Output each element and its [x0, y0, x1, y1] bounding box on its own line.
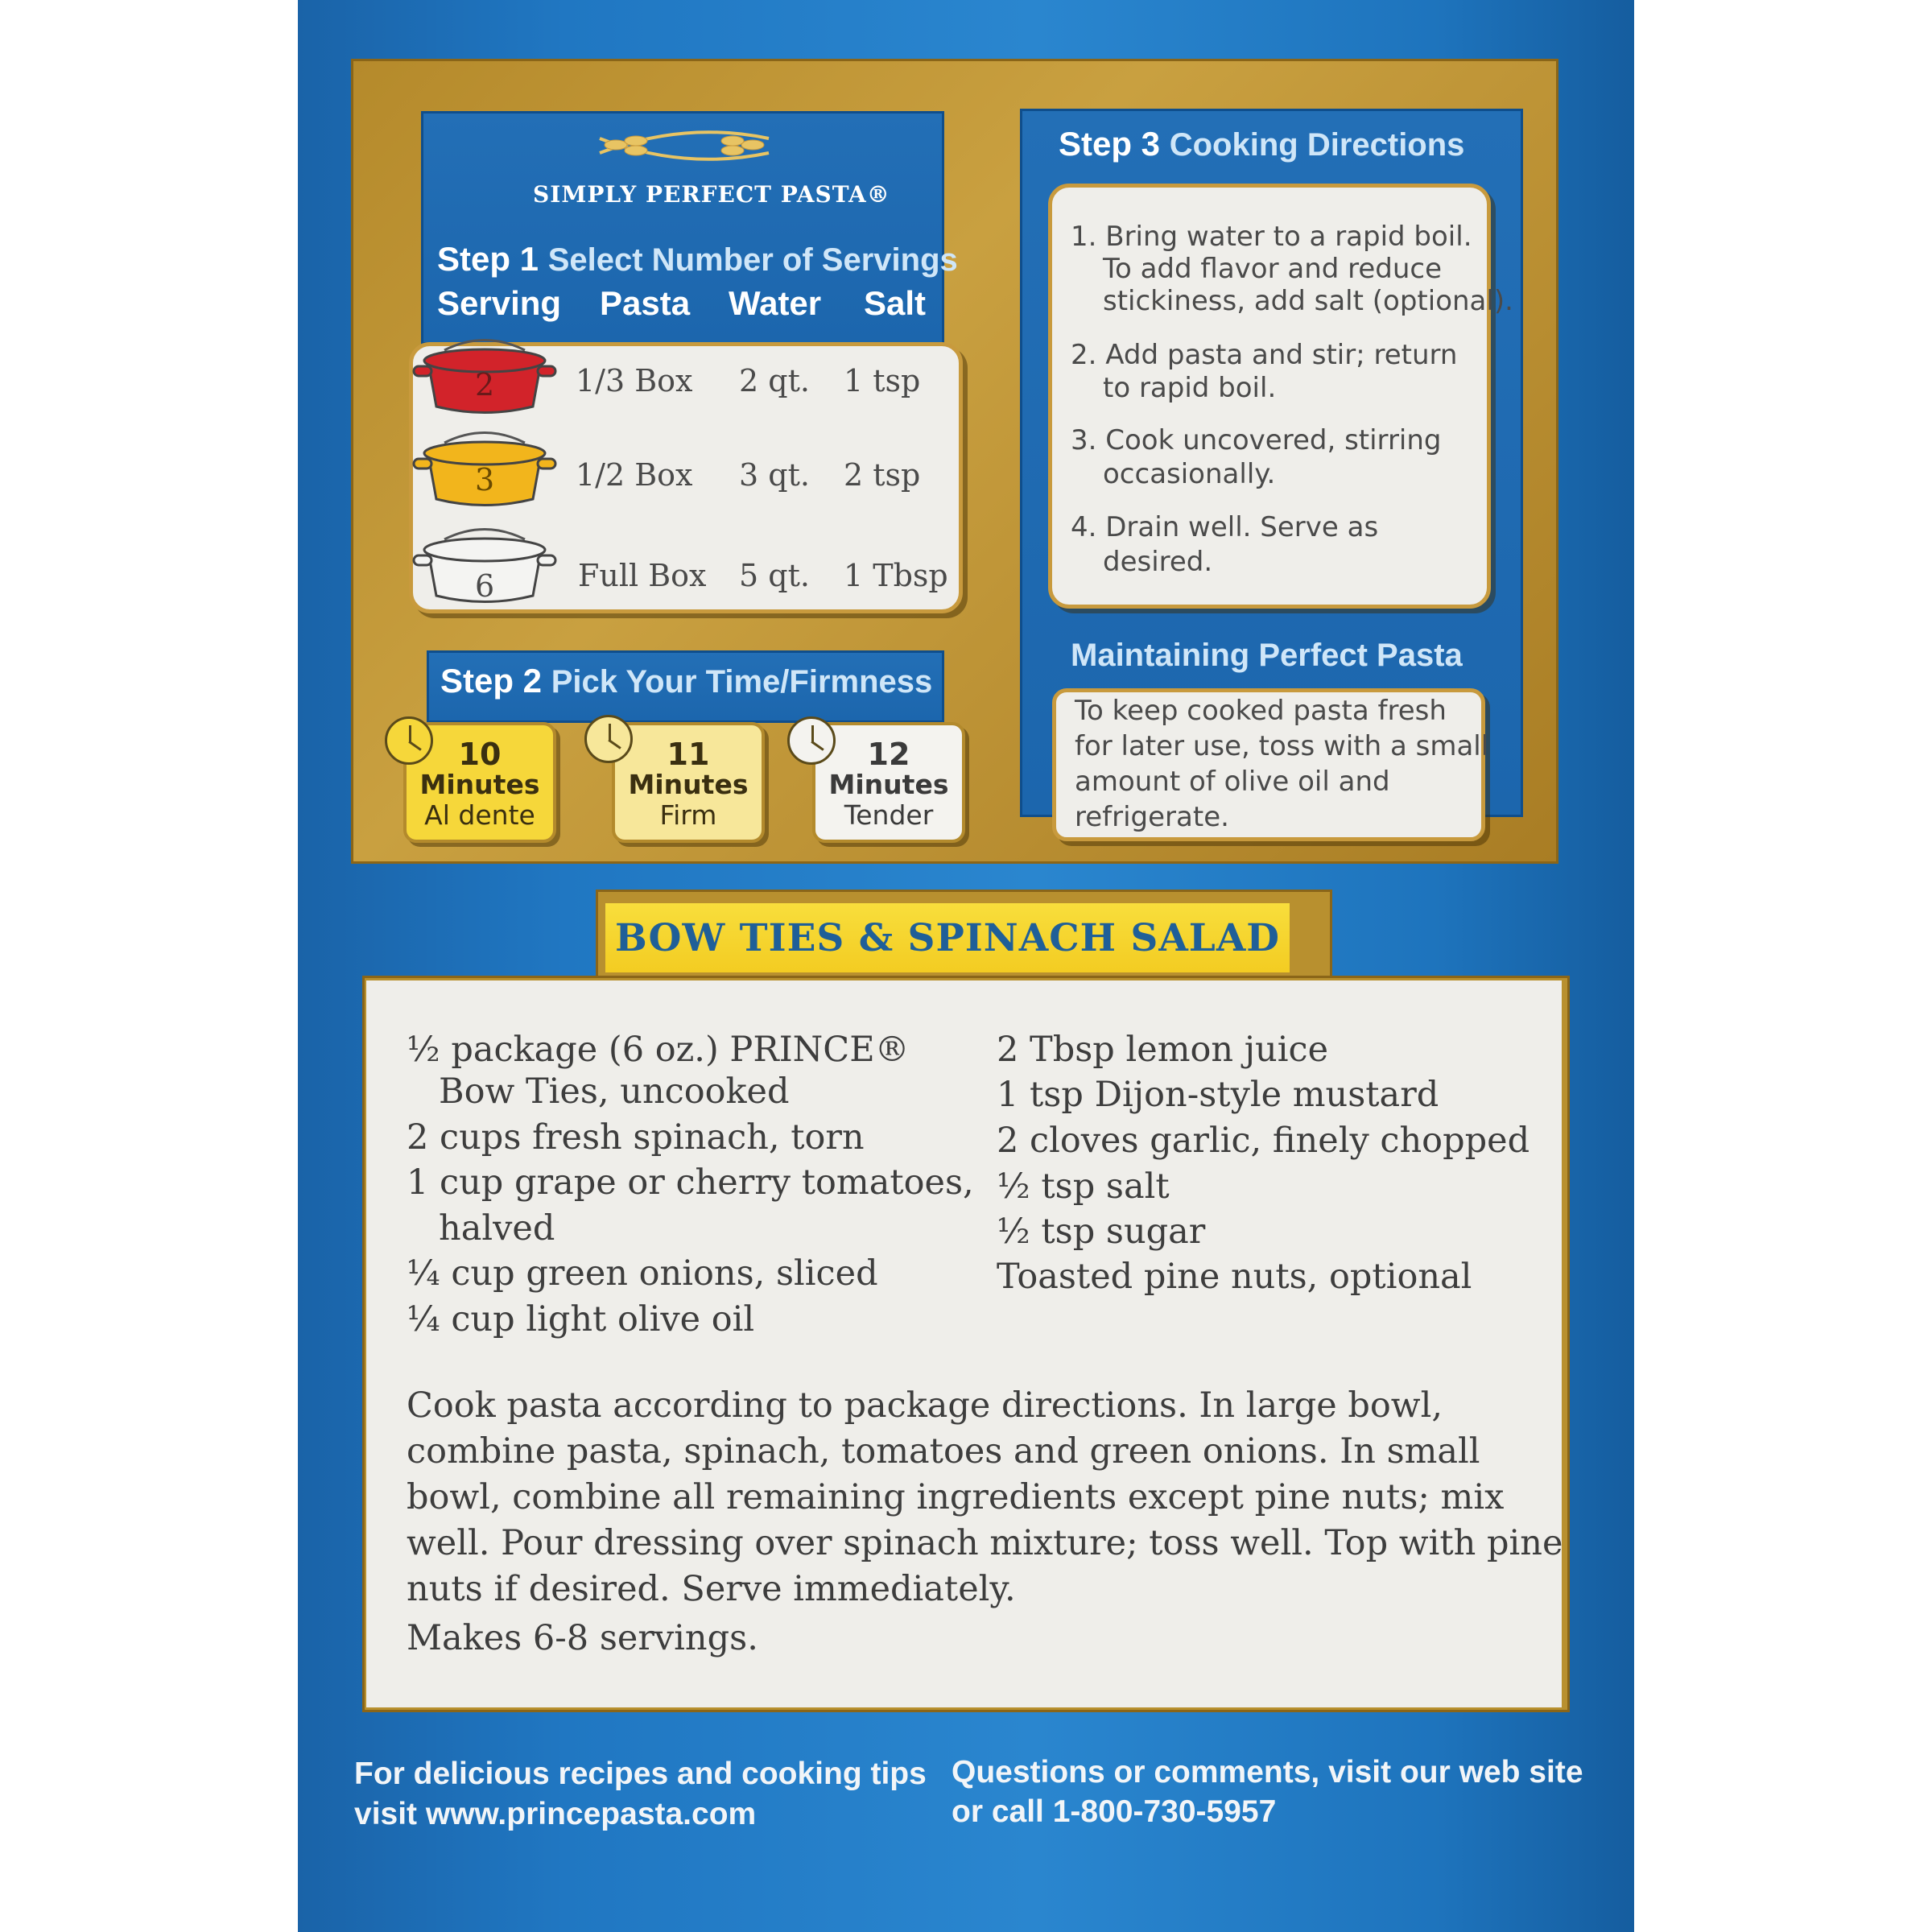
- col-water: Water: [729, 284, 822, 322]
- time-minutes-number: 12: [867, 737, 910, 772]
- maintaining-line: for later use, toss with a small: [1075, 730, 1489, 762]
- maintaining-title: Maintaining Perfect Pasta: [1071, 638, 1463, 673]
- direction-line: To add flavor and reduce: [1103, 253, 1443, 285]
- col-salt: Salt: [864, 284, 927, 322]
- ingredient: Toasted pine nuts, optional: [997, 1257, 1472, 1297]
- water-amount: 5 qt.: [739, 558, 810, 593]
- instruction-line: combine pasta, spinach, tomatoes and green onions. In small: [407, 1431, 1480, 1472]
- ingredient: 1 tsp Dijon-style mustard: [997, 1075, 1439, 1115]
- direction-line: 3. Cook uncovered, stirring: [1071, 424, 1442, 456]
- instruction-line: Cook pasta according to package directions. In large bowl,: [407, 1385, 1443, 1426]
- firmness-label: Firm: [659, 799, 717, 831]
- instruction-line: well. Pour dressing over spinach mixture; toss well. Top with pine: [407, 1523, 1563, 1563]
- step3-heading: [1059, 125, 1464, 163]
- step1-label: Step 1: [437, 240, 539, 278]
- serving-count: 2: [475, 367, 495, 402]
- step2-label: Step 2: [440, 662, 543, 700]
- direction-line: stickiness, add salt (optional).: [1103, 285, 1513, 317]
- direction-line: 4. Drain well. Serve as: [1071, 511, 1379, 543]
- direction-line: desired.: [1103, 546, 1213, 578]
- recipe-yield: Makes 6-8 servings.: [407, 1618, 758, 1658]
- direction-line: to rapid boil.: [1103, 372, 1277, 404]
- maintaining-line: refrigerate.: [1075, 801, 1229, 833]
- water-amount: 3 qt.: [739, 457, 810, 493]
- instruction-line: nuts if desired. Serve immediately.: [407, 1569, 1016, 1609]
- ingredient: ½ package (6 oz.) PRINCE®: [407, 1030, 910, 1070]
- time-option-firm[interactable]: [612, 722, 765, 843]
- footer-questions-line: Questions or comments, visit our web site: [952, 1755, 1583, 1790]
- ingredient: Bow Ties, uncooked: [439, 1071, 790, 1112]
- ingredient: ½ tsp salt: [997, 1166, 1170, 1207]
- brand-tagline: SIMPLY PERFECT PASTA®: [533, 181, 890, 208]
- footer-recipes-line: For delicious recipes and cooking tips: [354, 1757, 927, 1791]
- time-minutes-number: 10: [458, 737, 502, 772]
- time-minutes-unit: Minutes: [419, 769, 540, 800]
- step3-title: Cooking Directions: [1169, 127, 1465, 163]
- clock-icon: [584, 715, 633, 763]
- ingredient: 2 Tbsp lemon juice: [997, 1030, 1329, 1070]
- ingredient: ¼ cup green onions, sliced: [407, 1253, 878, 1294]
- ingredient: 2 cups fresh spinach, torn: [407, 1117, 865, 1158]
- pasta-amount: Full Box: [578, 558, 707, 593]
- water-amount: 2 qt.: [739, 363, 810, 398]
- step3-label: Step 3: [1059, 125, 1161, 163]
- salt-amount: 1 tsp: [844, 363, 921, 398]
- time-minutes-unit: Minutes: [628, 769, 749, 800]
- firmness-label: Al dente: [424, 799, 535, 831]
- col-serving: Serving: [437, 284, 562, 322]
- salt-amount: 2 tsp: [844, 457, 921, 493]
- direction-line: 2. Add pasta and stir; return: [1071, 339, 1458, 371]
- salt-amount: 1 Tbsp: [844, 558, 948, 593]
- maintaining-line: amount of olive oil and: [1075, 766, 1390, 798]
- direction-line: 1. Bring water to a rapid boil.: [1071, 221, 1472, 253]
- ingredient: ½ tsp sugar: [997, 1212, 1206, 1252]
- serving-count: 6: [475, 568, 495, 604]
- maintaining-line: To keep cooked pasta fresh: [1075, 695, 1447, 727]
- recipe-title: BOW TIES & SPINACH SALAD: [614, 916, 1281, 960]
- time-minutes-number: 11: [667, 737, 710, 772]
- step2-heading: [440, 662, 932, 700]
- clock-icon: [787, 716, 836, 765]
- firmness-label: Tender: [844, 799, 934, 831]
- clock-icon: [385, 716, 433, 765]
- ingredient: 2 cloves garlic, finely chopped: [997, 1121, 1530, 1161]
- pasta-amount: 1/2 Box: [576, 457, 693, 493]
- ingredient: halved: [439, 1208, 555, 1249]
- col-pasta: Pasta: [600, 284, 691, 322]
- footer-phone-line[interactable]: or call 1-800-730-5957: [952, 1794, 1277, 1829]
- footer-website-link[interactable]: visit www.princepasta.com: [354, 1797, 757, 1831]
- pasta-amount: 1/3 Box: [576, 363, 693, 398]
- step2-title: Pick Your Time/Firmness: [551, 664, 933, 700]
- direction-line: occasionally.: [1103, 458, 1276, 490]
- instruction-line: bowl, combine all remaining ingredients except pine nuts; mix: [407, 1477, 1505, 1517]
- time-minutes-unit: Minutes: [828, 769, 949, 800]
- wheat-logo-icon: [592, 121, 777, 169]
- step1-title: Select Number of Servings: [547, 242, 958, 278]
- ingredient: 1 cup grape or cherry tomatoes,: [407, 1162, 974, 1203]
- serving-count: 3: [475, 462, 495, 497]
- ingredient: ¼ cup light olive oil: [407, 1299, 755, 1340]
- step1-heading: [437, 240, 958, 279]
